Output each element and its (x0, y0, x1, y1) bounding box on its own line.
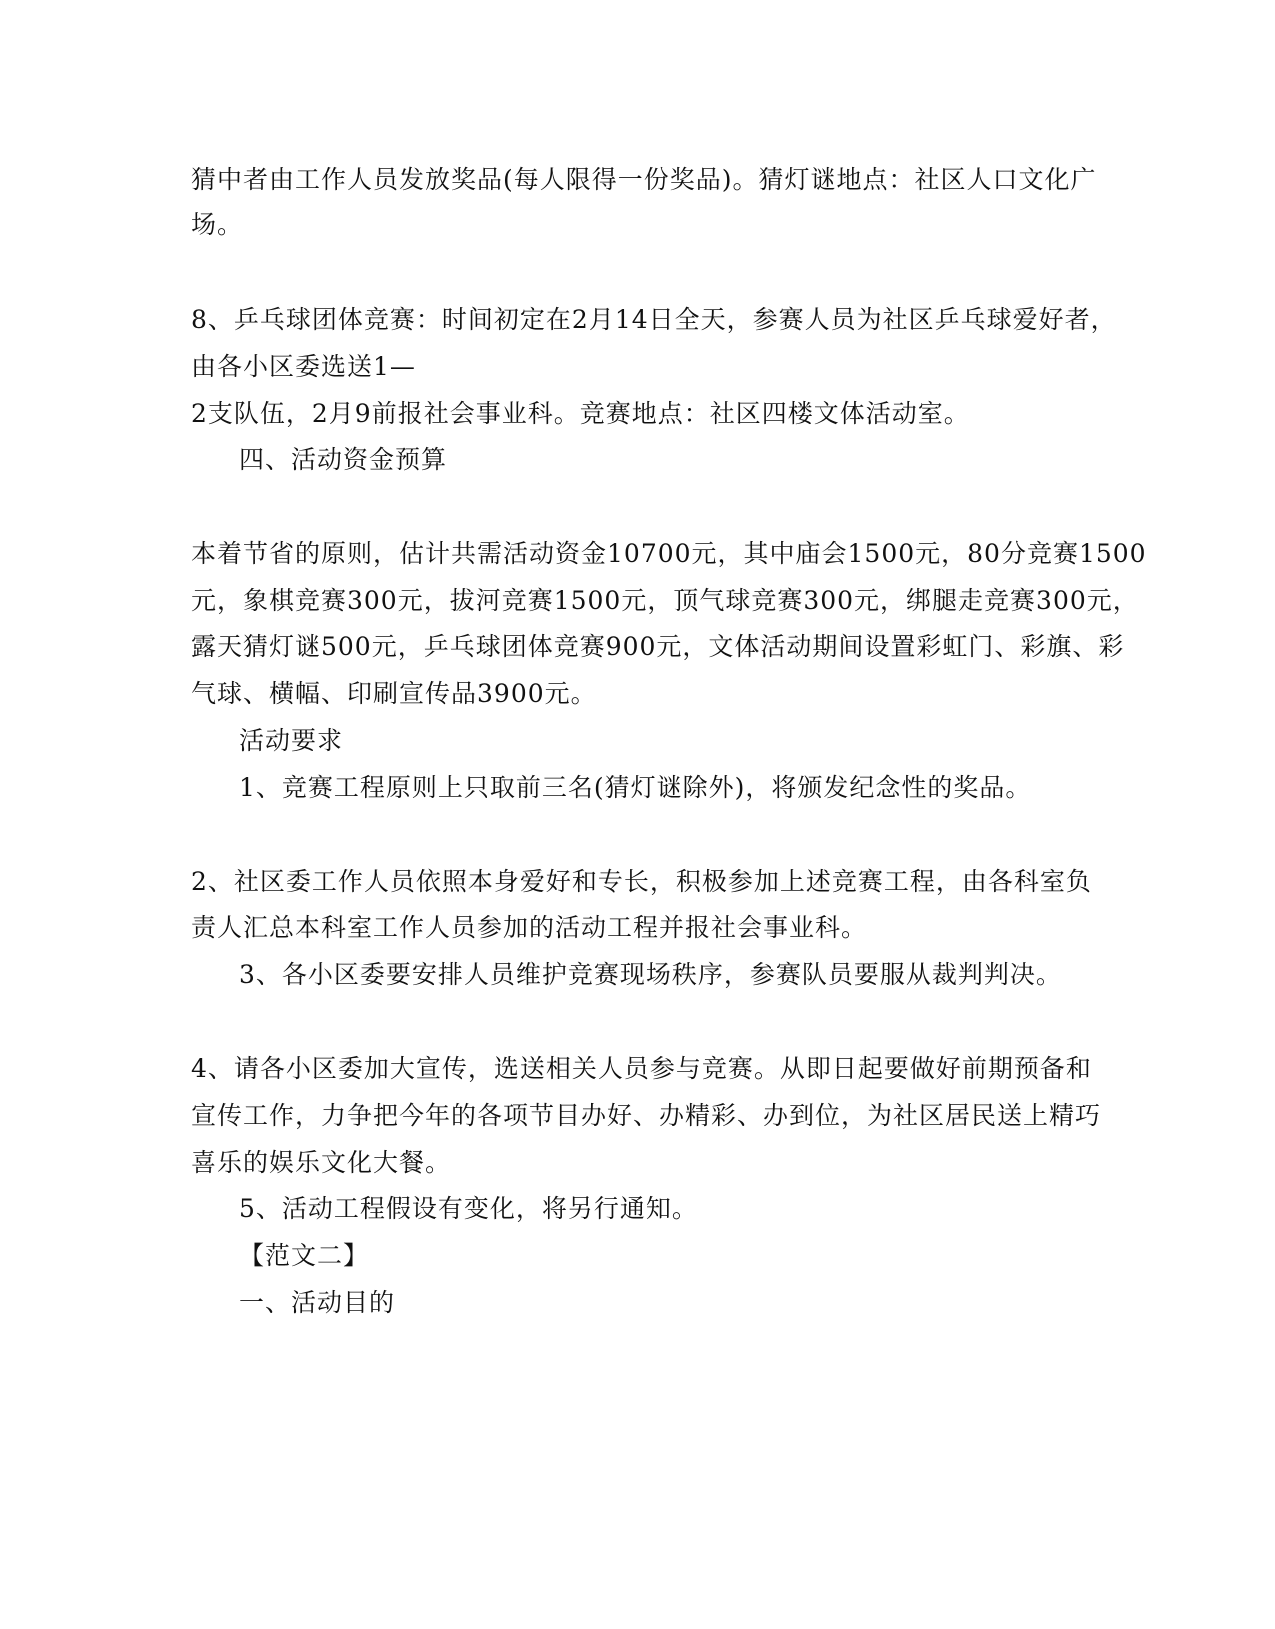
text-line: 喜乐的娱乐文化大餐。 (191, 1148, 452, 1177)
text-line: 元，象棋竞赛300元，拔河竞赛1500元，顶气球竞赛300元，绑腿走竞赛300元， (191, 586, 1139, 615)
section-heading: 活动要求 (239, 726, 344, 755)
text-line: 2、社区委工作人员依照本身爱好和专长，积极参加上述竞赛工程，由各科室负 (191, 867, 1092, 896)
text-line: 场。 (191, 210, 244, 239)
text-line: 由各小区委选送1— (191, 352, 416, 381)
text-line: 4、请各小区委加大宣传，选送相关人员参与竞赛。从即日起要做好前期预备和 (191, 1054, 1092, 1083)
text-line: 露天猜灯谜500元，乒乓球团体竞赛900元，文体活动期间设置彩虹门、彩旗、彩 (191, 632, 1125, 661)
text-line: 1、竞赛工程原则上只取前三名(猜灯谜除外)，将颁发纪念性的奖品。 (239, 773, 1032, 802)
text-line: 猜中者由工作人员发放奖品(每人限得一份奖品)。猜灯谜地点：社区人口文化广 (191, 165, 1097, 194)
text-line: 宣传工作，力争把今年的各项节目办好、办精彩、办到位，为社区居民送上精巧 (191, 1101, 1102, 1130)
section-heading: 【范文二】 (239, 1241, 370, 1270)
text-line: 2支队伍，2月9前报社会事业科。竞赛地点：社区四楼文体活动室。 (191, 399, 970, 428)
text-line: 气球、横幅、印刷宣传品3900元。 (191, 679, 597, 708)
text-line: 3、各小区委要安排人员维护竞赛现场秩序，参赛队员要服从裁判判决。 (239, 960, 1062, 989)
section-heading: 四、活动资金预算 (239, 445, 448, 474)
text-line: 责人汇总本科室工作人员参加的活动工程并报社会事业科。 (191, 913, 868, 942)
text-line: 8、乒乓球团体竞赛：时间初定在2月14日全天，参赛人员为社区乒乓球爱好者， (191, 305, 1117, 334)
text-line: 5、活动工程假设有变化，将另行通知。 (239, 1194, 698, 1223)
text-line: 本着节省的原则，估计共需活动资金10700元，其中庙会1500元，80分竞赛1500 (191, 539, 1147, 568)
section-heading: 一、活动目的 (239, 1288, 396, 1317)
